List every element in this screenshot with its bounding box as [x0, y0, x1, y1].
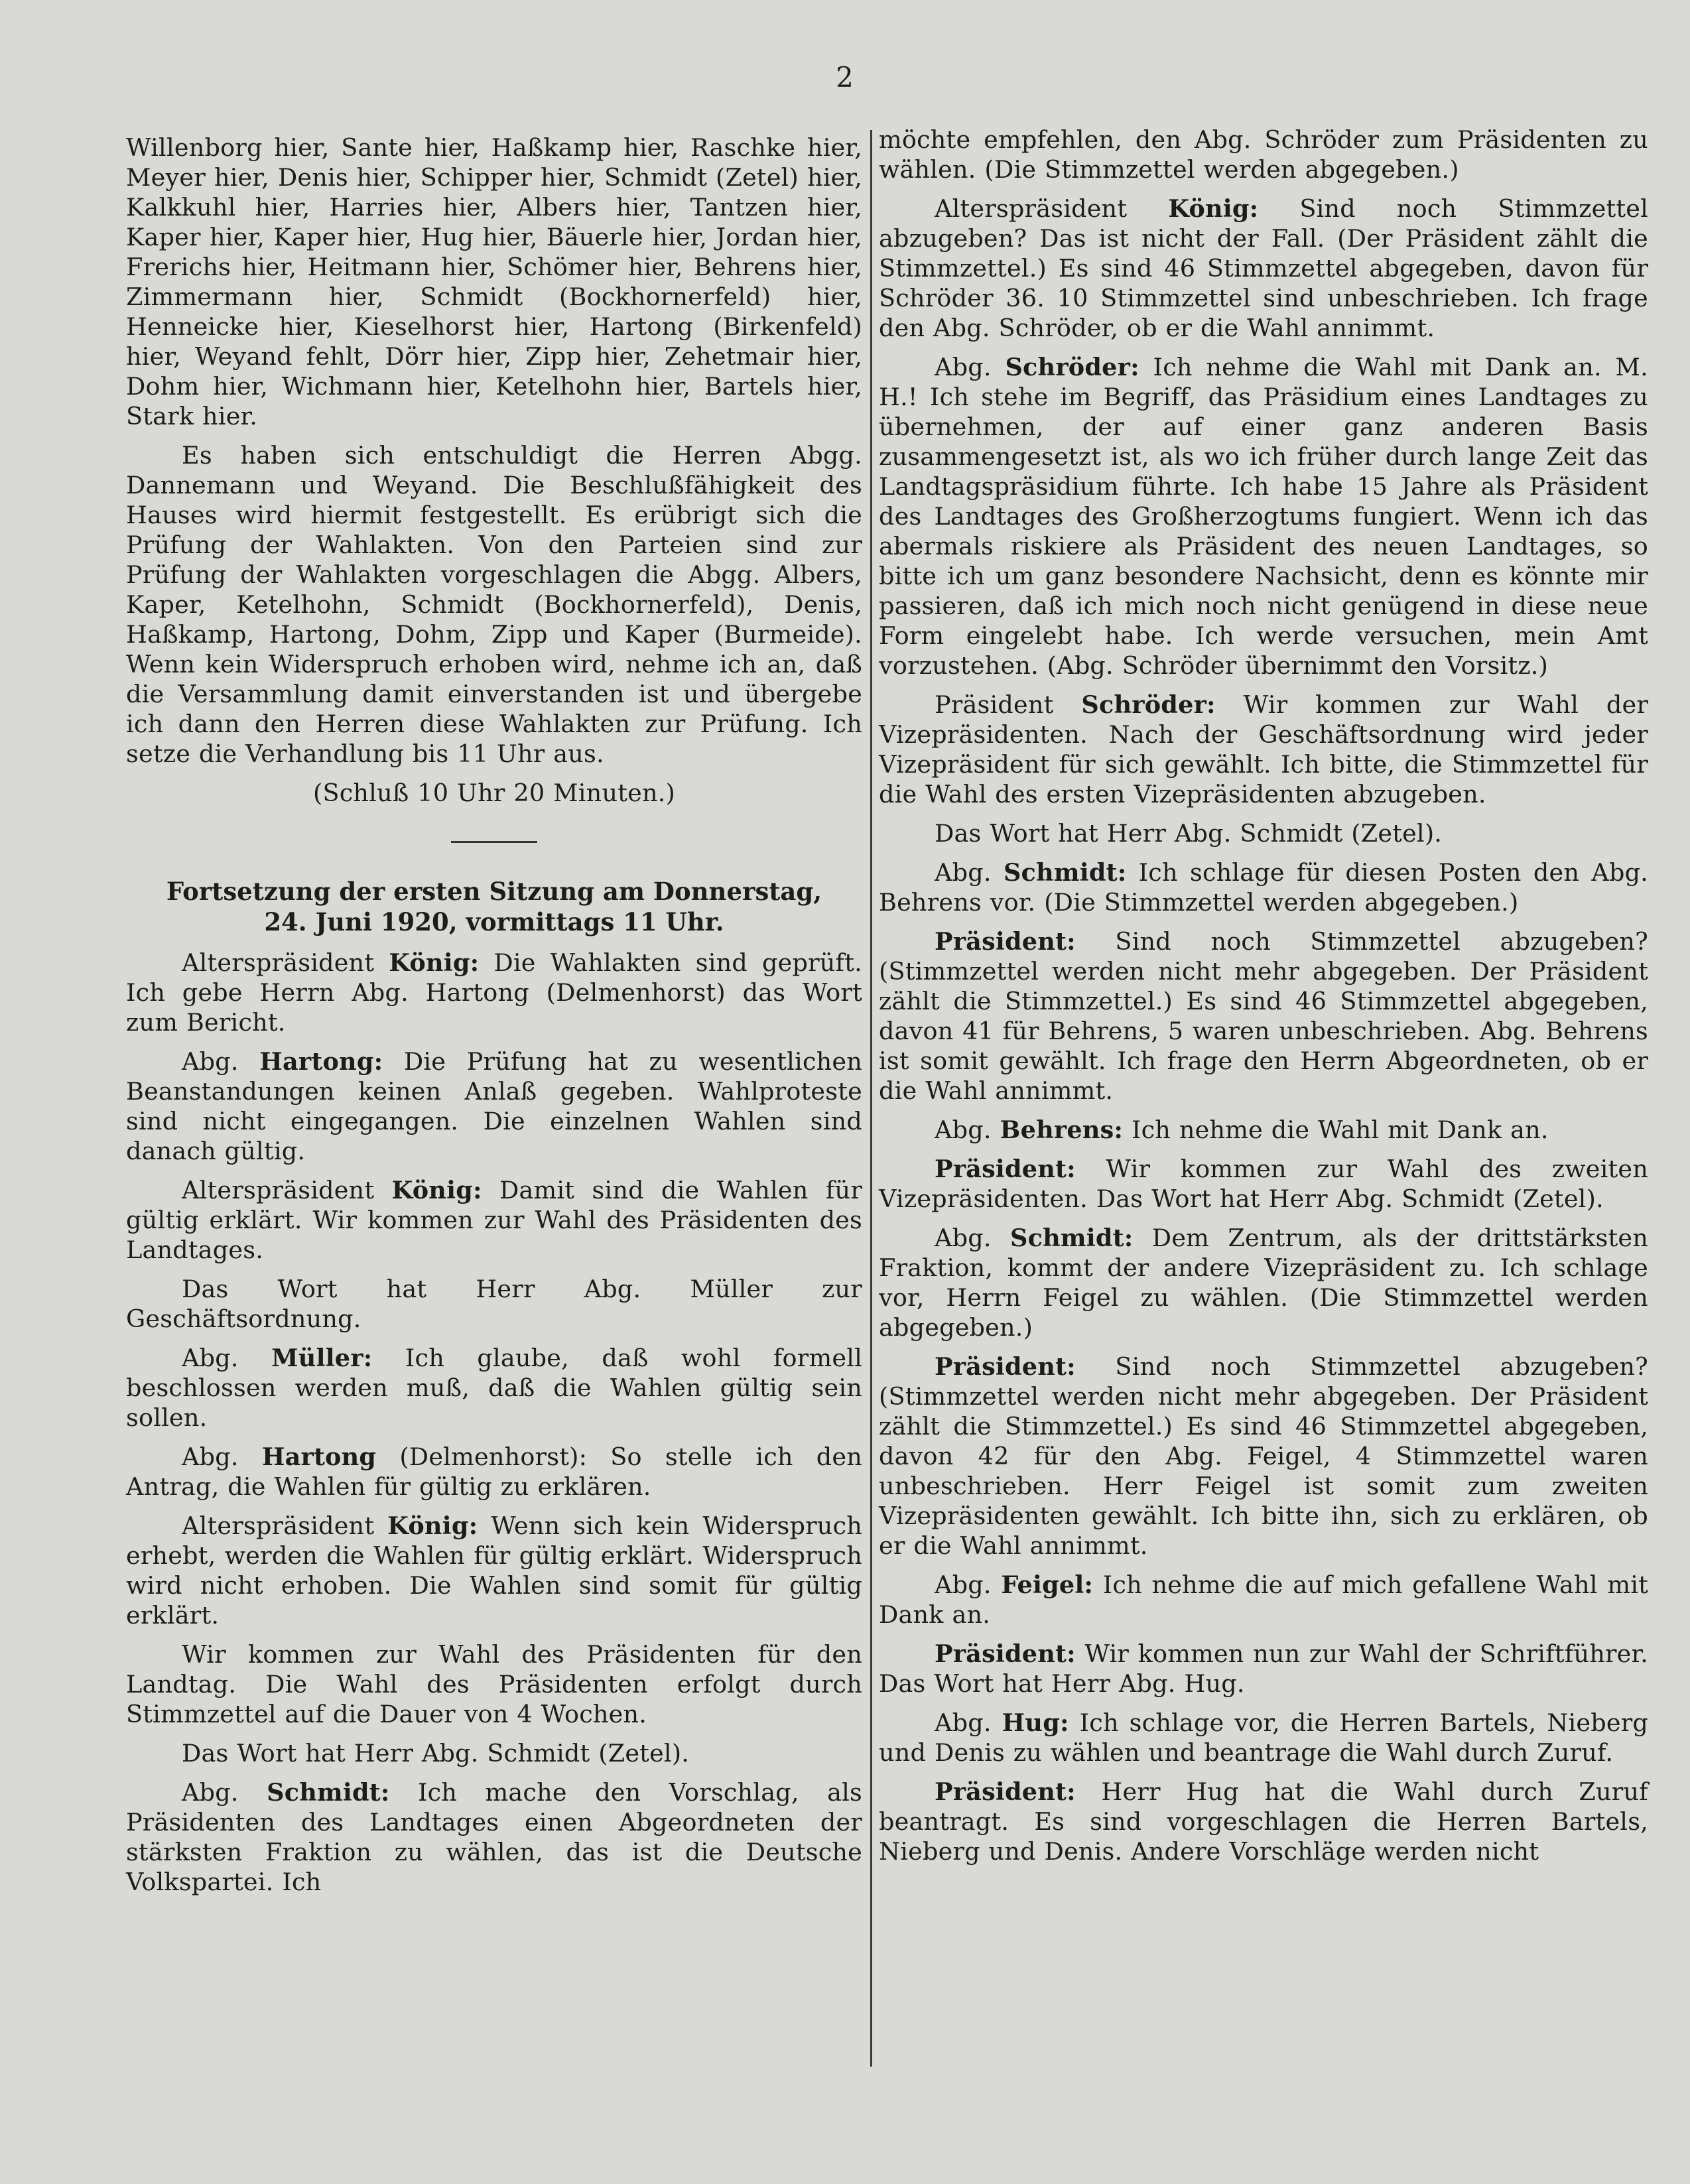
session-heading-line1: Fortsetzung der ersten Sitzung am Donnerstag,: [166, 877, 822, 906]
speech-paragraph: [879, 858, 1648, 917]
speech-paragraph: [879, 1639, 1648, 1699]
adjourn-note: (Schluß 10 Uhr 20 Minuten.): [313, 779, 675, 807]
speaker-title: Abg.: [935, 1708, 992, 1737]
speech-paragraph: [126, 1047, 862, 1166]
speech-paragraph: [879, 1223, 1648, 1342]
speaker-name: Präsident:: [935, 1777, 1076, 1806]
speaker-name: Schröder:: [1081, 690, 1216, 719]
speaker-name: Müller:: [271, 1344, 373, 1372]
speaker-name: Hartong:: [259, 1047, 383, 1076]
speech-text: Ich nehme die Wahl mit Dank an.: [1123, 1116, 1549, 1144]
speaker-name: König:: [387, 1511, 478, 1540]
excused-paragraph: Es haben sich entschuldigt die Herren Abgg. Dannemann und Weyand. Die Beschlußfähigkeit des Hauses wird hiermit festgestellt. Es erübrigt sich die Prüfung der Wahlakten. Von den Parteien sind zur Prüfung der Wahlakten vorgeschlagen die Abgg. Albers, Kaper, Ketelhohn, Schmidt (Bockhornerfeld), Denis, Haßkamp, Hartong, Dohm, Zipp und Kaper (Burmeide). Wenn kein Widerspruch erhoben wird, nehme ich an, daß die Versammlung damit einverstanden ist und übergebe ich dann den Herren diese Wahlakten zur Prüfung. Ich setze die Verhandlung bis 11 Uhr aus.: [126, 441, 862, 768]
speech-paragraph: [879, 1708, 1648, 1767]
speaker-name: Präsident:: [935, 1639, 1076, 1668]
speech-text: Das Wort hat Herr Abg. Schmidt (Zetel).: [182, 1739, 690, 1767]
left-speeches: [126, 948, 862, 1897]
left-column: [126, 133, 862, 1897]
speaker-name: König:: [1168, 194, 1259, 223]
speaker-title: Abg.: [182, 1047, 239, 1076]
speech-text: (Delmenhorst): So stelle ich den Antrag, die Wahlen für gültig zu erklären.: [126, 1443, 862, 1501]
speech-paragraph: [126, 1738, 862, 1768]
right-speeches: [879, 125, 1648, 1866]
speech-paragraph: [126, 1343, 862, 1433]
speech-paragraph: [126, 1777, 862, 1897]
speaker-name: König:: [389, 948, 480, 977]
speaker-name: Schmidt:: [1003, 858, 1127, 887]
speech-text: Wir kommen zur Wahl des Präsidenten für den Landtag. Die Wahl des Präsidenten erfolgt durch Stimmzettel auf die Dauer von 4 Wochen.: [126, 1640, 862, 1728]
speech-text: Sind noch Stimmzettel abzugeben? (Stimmzettel werden nicht mehr abgegeben. Der Präsident zählt die Stimmzettel.) Es sind 46 Stimmzettel abgegeben, davon 41 für Behrens, 5 waren unbeschrieben. Abg. Behrens ist somit gewählt. Ich frage den Herrn Abgeordneten, ob er die Wahl annimmt.: [879, 927, 1648, 1105]
session-heading-line2: 24. Juni 1920, vormittags 11 Uhr.: [264, 907, 724, 936]
speech-paragraph: [879, 1352, 1648, 1561]
speech-text: Sind noch Stimmzettel abzugeben? Das ist nicht der Fall. (Der Präsident zählt die Stimmzettel.) Es sind 46 Stimmzettel abgegeben, davon für Schröder 36. 10 Stimmzettel sind unbeschrieben. Ich frage den Abg. Schröder, ob er die Wahl annimmt.: [879, 194, 1649, 342]
speech-paragraph: [879, 194, 1648, 343]
speech-text: Das Wort hat Herr Abg. Schmidt (Zetel).: [935, 819, 1443, 848]
speech-text: Ich nehme die auf mich gefallene Wahl mit Dank an.: [879, 1571, 1648, 1629]
speaker-name: Hartong: [261, 1443, 377, 1471]
speech-paragraph: [879, 1570, 1648, 1630]
speaker-title: Abg.: [182, 1778, 239, 1807]
speech-text: Die Wahlakten sind geprüft. Ich gebe Herrn Abg. Hartong (Delmenhorst) das Wort zum Bericht.: [126, 948, 863, 1037]
speech-text: Wenn sich kein Widerspruch erhebt, werden die Wahlen für gültig erklärt. Widerspruch wird nicht erhoben. Die Wahlen sind somit für gültig erklärt.: [126, 1511, 862, 1630]
speaker-title: Alterspräsident: [935, 194, 1128, 223]
right-column: [879, 125, 1648, 1866]
speaker-title: Abg.: [935, 1224, 992, 1252]
attendance-list: Willenborg hier, Sante hier, Haßkamp hier, Raschke hier, Meyer hier, Denis hier, Schipper hier, Schmidt (Zetel) hier, Kalkkuhl hier, Harries hier, Albers hier, Tantzen hier, Kaper hier, Kaper hier, Hug hier, Bäuerle hier, Jordan hier, Frerichs hier, Heitmann hier, Schömer hier, Behrens hier, Zimmermann hier, Schmidt (Bockhornerfeld) hier, Henneicke hier, Kieselhorst hier, Hartong (Birkenfeld) hier, Weyand fehlt, Dörr hier, Zipp hier, Zehetmair hier, Dohm hier, Wichmann hier, Ketelhohn hier, Bartels hier, Stark hier.: [126, 133, 862, 430]
speech-text: Sind noch Stimmzettel abzugeben? (Stimmzettel werden nicht mehr abgegeben. Der Präsident zählt die Stimmzettel.) Es sind 46 Stimmzettel abgegeben, davon 42 für den Abg. Feigel, 4 Stimmzettel waren unbeschrieben. Herr Feigel ist somit zum zweiten Vizepräsidenten gewählt. Ich bitte ihn, sich zu erklären, ob er die Wahl annimmt.: [879, 1352, 1648, 1560]
speech-text: Ich glaube, daß wohl formell beschlossen werden muß, daß die Wahlen gültig sein sollen.: [126, 1344, 862, 1432]
speaker-title: Abg.: [935, 1571, 992, 1599]
speaker-name: Feigel:: [1001, 1571, 1094, 1599]
speaker-title: Abg.: [182, 1344, 239, 1372]
speech-paragraph: [879, 1115, 1648, 1145]
speaker-name: Schmidt:: [1010, 1224, 1134, 1252]
speech-text: Ich nehme die Wahl mit Dank an. M. H.! Ich stehe im Begriff, das Präsidium eines Landtages zu übernehmen, der auf einer ganz anderen Basis zusammengesetzt ist, als wo ich früher durch lange Zeit das Landtagspräsidium führte. Ich habe 15 Jahre als Präsident des Landtages des Großherzogtums fungiert. Wenn ich das abermals riskiere als Präsident des neuen Landtages, so bitte ich um ganz besondere Nachsicht, denn es könnte mir passieren, daß ich mich noch nicht genügend in diese neue Form eingelebt habe. Ich werde versuchen, mein Amt vorzustehen. (Abg. Schröder übernimmt den Vorsitz.): [879, 353, 1649, 680]
speech-text: Damit sind die Wahlen für gültig erklärt. Wir kommen zur Wahl des Präsidenten des Landtages.: [126, 1176, 862, 1264]
page-number: 2: [836, 61, 854, 94]
speaker-title: Abg.: [935, 353, 992, 381]
speech-paragraph: [126, 1511, 862, 1630]
speech-text: Ich schlage für diesen Posten den Abg. Behrens vor. (Die Stimmzettel werden abgegeben.): [879, 858, 1649, 917]
speech-paragraph: [126, 948, 862, 1037]
speech-text: Wir kommen nun zur Wahl der Schriftführer. Das Wort hat Herr Abg. Hug.: [879, 1639, 1648, 1698]
speech-text: Dem Zentrum, als der drittstärksten Fraktion, kommt der andere Vizepräsident zu. Ich schlage vor, Herrn Feigel zu wählen. (Die Stimmzettel werden abgegeben.): [879, 1224, 1649, 1342]
speech-text: Wir kommen zur Wahl des zweiten Vizepräsidenten. Das Wort hat Herr Abg. Schmidt (Zetel).: [879, 1155, 1648, 1213]
speaker-title: Abg.: [935, 1116, 992, 1144]
speaker-name: Schmidt:: [267, 1778, 390, 1807]
speaker-name: König:: [391, 1176, 482, 1204]
speaker-name: Präsident:: [935, 927, 1076, 956]
speaker-title: Alterspräsident: [182, 948, 375, 977]
speech-paragraph: [879, 927, 1648, 1106]
speaker-name: Präsident:: [935, 1155, 1076, 1183]
speaker-title: Alterspräsident: [182, 1511, 375, 1540]
speech-paragraph: [879, 818, 1648, 848]
section-divider: [451, 841, 537, 843]
speech-text: Wir kommen zur Wahl der Vizepräsidenten. Nach der Geschäftsordnung wird jeder Vizepräsident für sich gewählt. Ich bitte, die Stimmzettel für die Wahl des ersten Vizepräsidenten abzugeben.: [879, 690, 1649, 808]
speech-paragraph: [126, 1175, 862, 1265]
speech-paragraph: [126, 1639, 862, 1729]
session-heading: [126, 876, 862, 937]
speech-text: Ich schlage vor, die Herren Bartels, Nieberg und Denis zu wählen und beantrage die Wahl durch Zuruf.: [879, 1708, 1648, 1767]
speech-text: Das Wort hat Herr Abg. Müller zur Geschäftsordnung.: [126, 1275, 862, 1333]
speech-paragraph: [879, 1777, 1648, 1866]
speech-paragraph: [879, 690, 1648, 809]
speaker-title: Abg.: [935, 858, 992, 887]
speech-text: Herr Hug hat die Wahl durch Zuruf beantragt. Es sind vorgeschlagen die Herren Bartels, Nieberg und Denis. Andere Vorschläge werden nicht: [879, 1777, 1648, 1866]
column-divider: [870, 130, 872, 2067]
speaker-name: Hug:: [1002, 1708, 1069, 1737]
speech-text: Ich mache den Vorschlag, als Präsidenten des Landtages einen Abgeordneten der stärksten Fraktion zu wählen, das ist die Deutsche Volkspartei. Ich: [126, 1778, 863, 1896]
speaker-title: Präsident: [935, 690, 1054, 719]
speech-text: Die Prüfung hat zu wesentlichen Beanstandungen keinen Anlaß gegeben. Wahlproteste sind nicht eingegangen. Die einzelnen Wahlen sind danach gültig.: [126, 1047, 863, 1165]
speaker-name: Schröder:: [1005, 353, 1139, 381]
speech-paragraph: [879, 125, 1648, 184]
speaker-title: Abg.: [182, 1443, 239, 1471]
speech-paragraph: [126, 1442, 862, 1502]
speaker-name: Präsident:: [935, 1352, 1076, 1381]
speech-paragraph: [126, 1274, 862, 1334]
speaker-name: Behrens:: [1000, 1116, 1124, 1144]
speaker-title: Alterspräsident: [182, 1176, 375, 1204]
speech-paragraph: [879, 352, 1648, 680]
speech-text: möchte empfehlen, den Abg. Schröder zum Präsidenten zu wählen. (Die Stimmzettel werden abgegeben.): [879, 125, 1648, 184]
speech-paragraph: [879, 1154, 1648, 1214]
